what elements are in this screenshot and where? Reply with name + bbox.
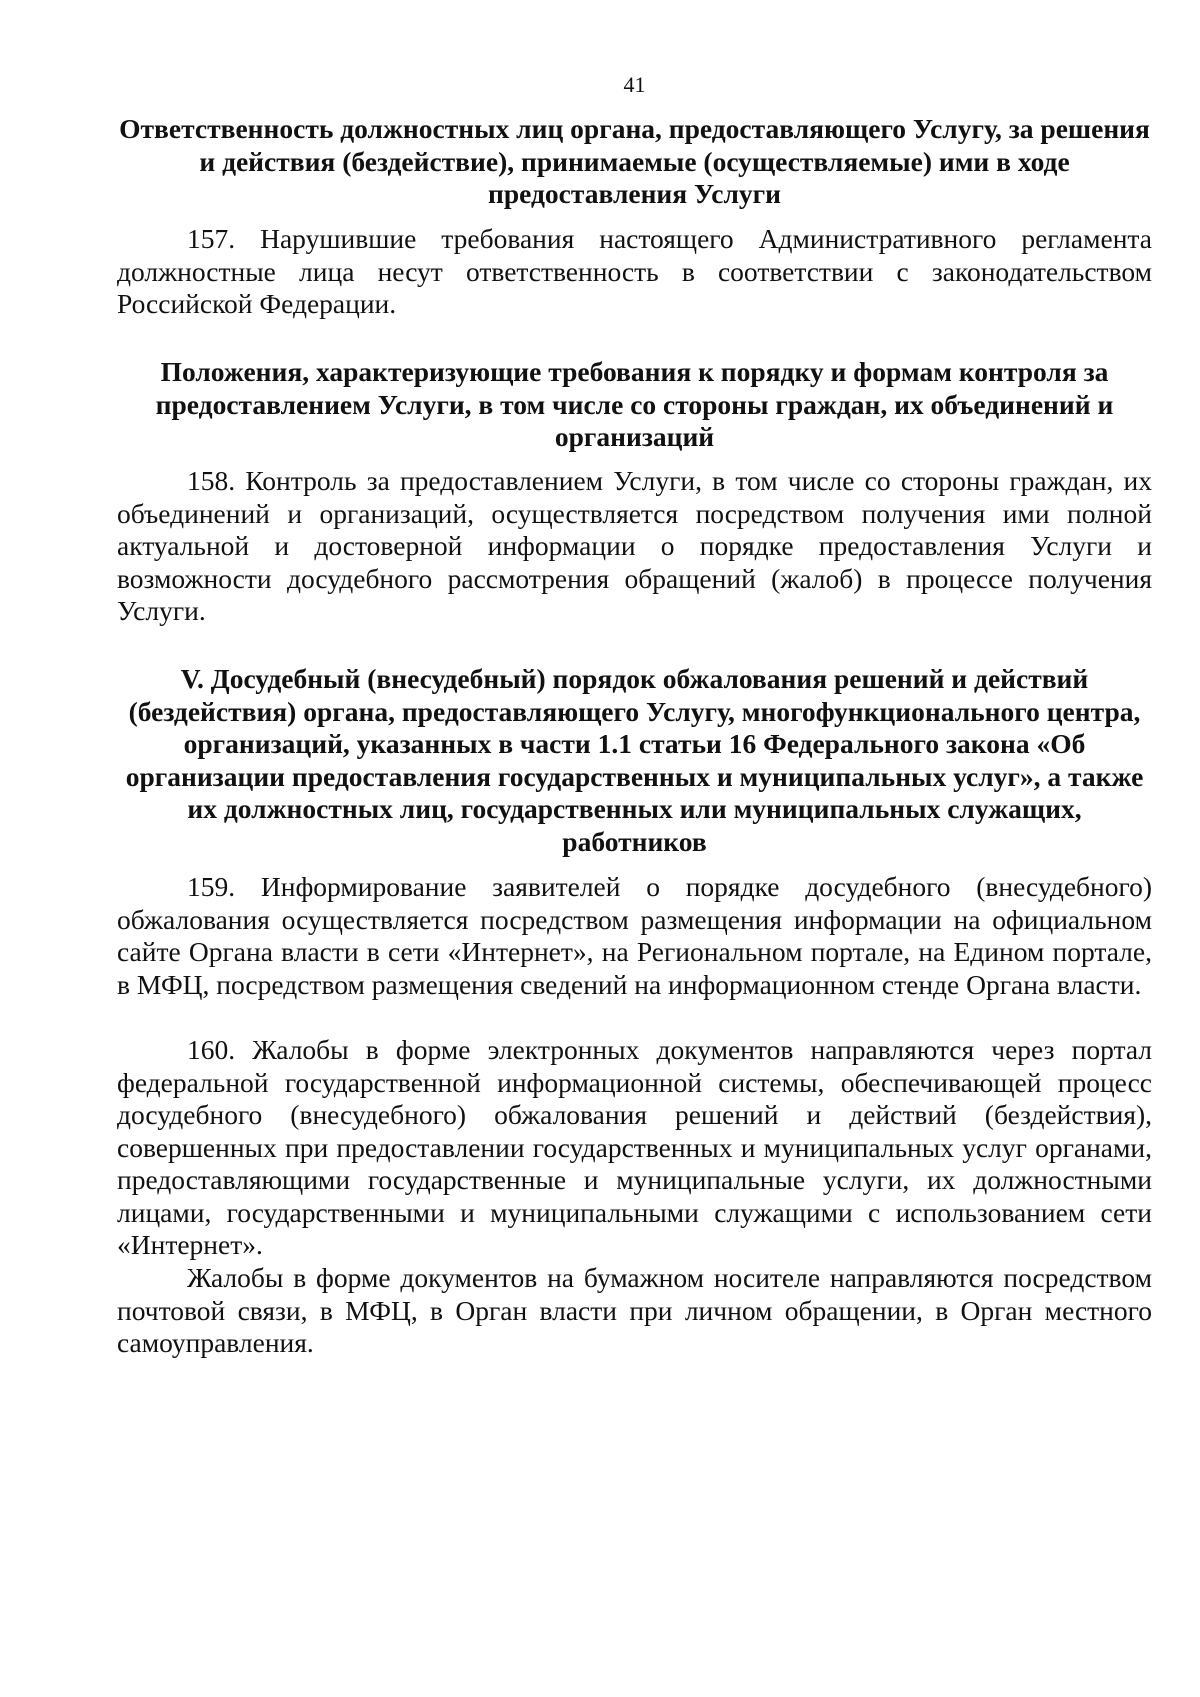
section-heading-control: Положения, характеризующие требования к порядку и формам контроля за предоставлением Услуги, в том числе со стороны граждан, их объединений и организаций — [155, 356, 1114, 452]
paragraph-158: 158. Контроль за предоставлением Услуги, в том числе со стороны граждан, их объединений и организаций, осуществляется посредством получения ими полной актуальной и достоверной информации о порядке предоставления Услуги и возможности досудебного рассмотрения обращений (жалоб) в процессе получения Услуги. — [117, 465, 1152, 626]
paragraph-159: 159. Информирование заявителей о порядке досудебного (внесудебного) обжалования осуществляется посредством размещения информации на официальном сайте Органа власти в сети «Интернет», на Региональном портале, на Едином портале, в МФЦ, посредством размещения сведений на информационном стенде Органа власти. — [117, 871, 1152, 1000]
section-heading-appeal: V. Досудебный (внесудебный) порядок обжалования решений и действий (бездействия) органа, предоставляющего Услугу, многофункционального центра, организаций, указанных в части 1.1 статьи 16 Федерального закона «Об организации предоставления государственных и муниципальных услуг», а также их должностных лиц, государственных или муниципальных служащих, работников — [125, 663, 1144, 857]
paragraph-160: 160. Жалобы в форме электронных документов направляются через портал федеральной государственной информационной системы, обеспечивающей процесс досудебного (внесудебного) обжалования решений и действий (бездействия), совершенных при предоставлении государственных и муниципальных услуг органами, предоставляющими государственные и муниципальные услуги, их должностными лицами, государственными и муниципальными служащими с использованием сети «Интернет». — [117, 1034, 1152, 1260]
paragraph-160-continued: Жалобы в форме документов на бумажном носителе направляются посредством почтовой связи, в МФЦ, в Орган власти при личном обращении, в Орган местного самоуправления. — [117, 1262, 1152, 1358]
section-heading-liability: Ответственность должностных лиц органа, предоставляющего Услугу, за решения и действия (бездействие), принимаемые (осуществляемые) ими в ходе предоставления Услуги — [119, 113, 1150, 209]
paragraph-157: 157. Нарушившие требования настоящего Административного регламента должностные лица несут ответственность в соответствии с законодательством Российской Федерации. — [117, 223, 1152, 319]
page-number: 41 — [623, 72, 646, 97]
